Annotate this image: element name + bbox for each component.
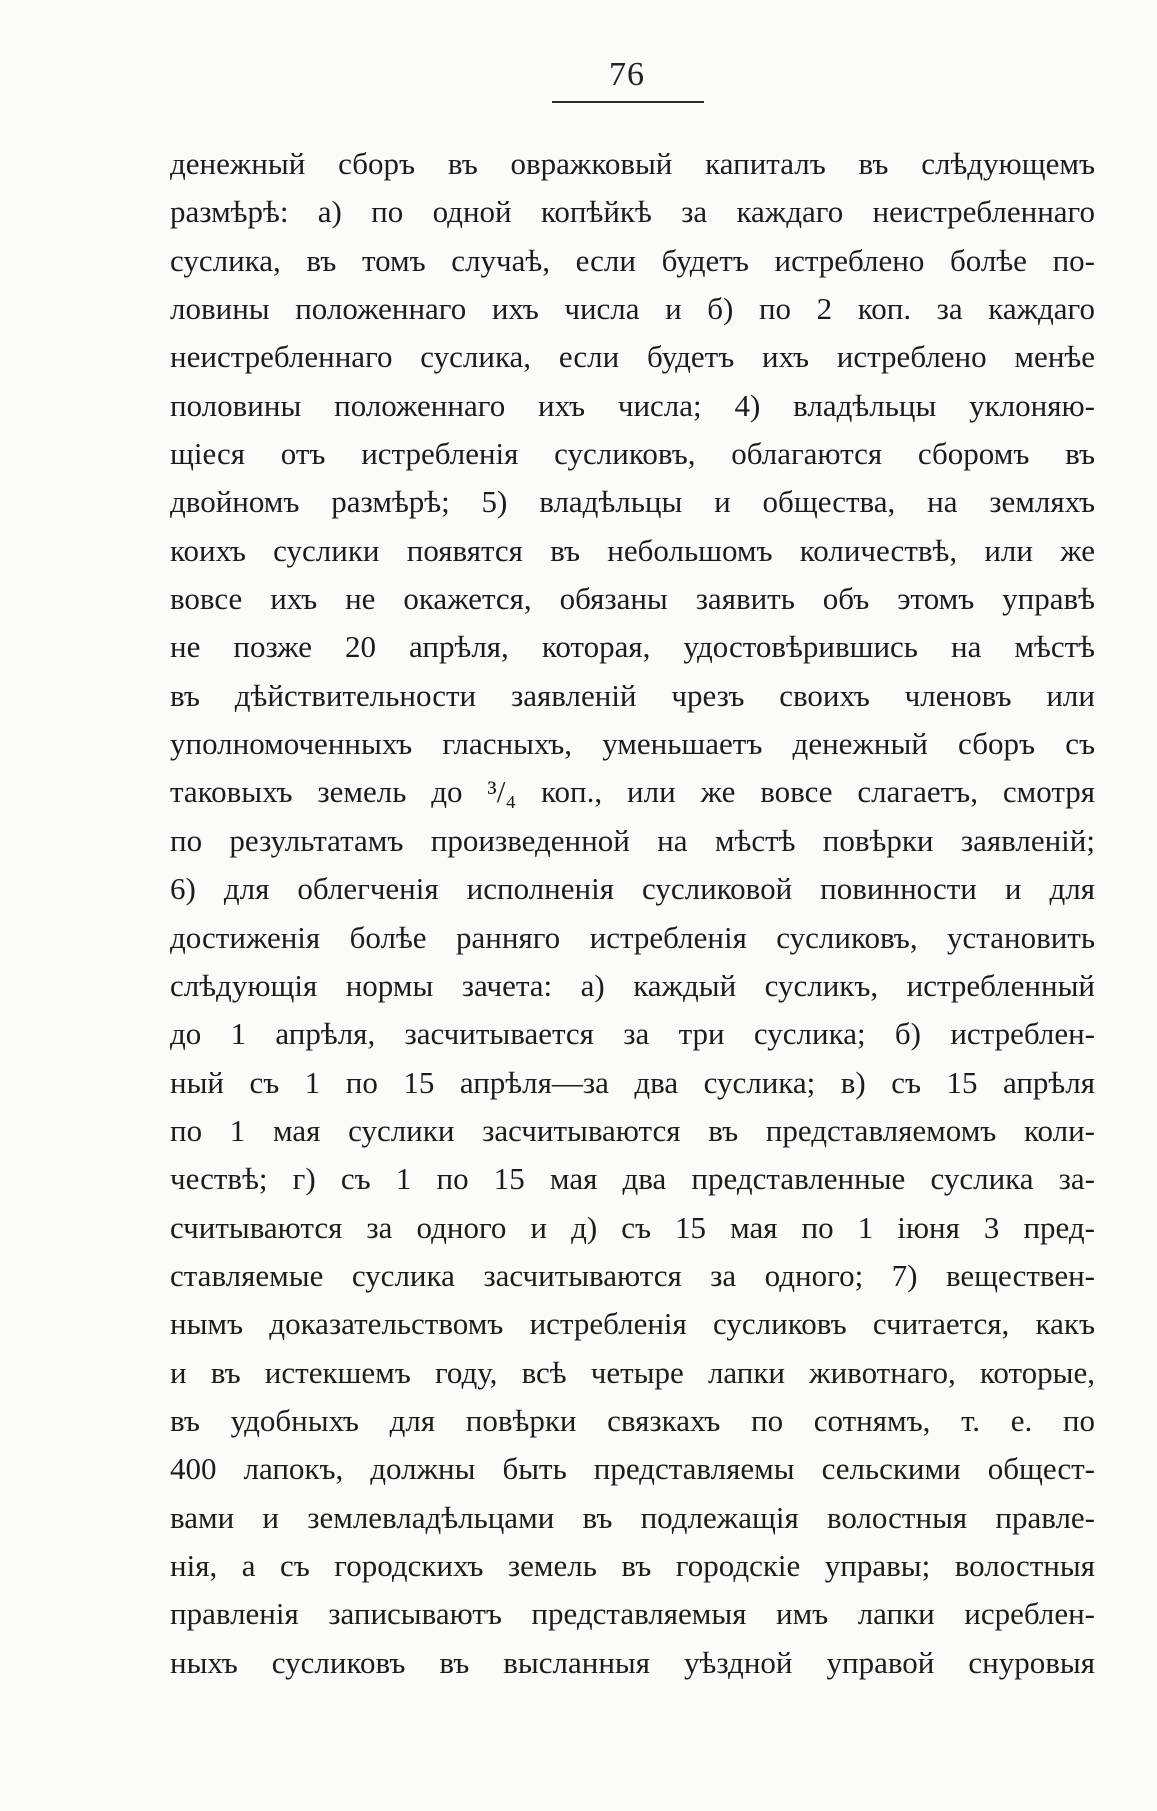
text-line: правленія записываютъ представляемыя имъ лапки исреблен-: [170, 1596, 1095, 1632]
text-line: достиженія болѣе ранняго истребленія сусликовъ, установить: [170, 919, 1095, 955]
text-line: таковыхъ земель до ³/₄ коп., или же вовсе слагаетъ, смотря: [170, 774, 1095, 810]
text-line: по 1 мая суслики засчитываются въ представляемомъ коли-: [170, 1112, 1095, 1148]
text-line: нія, а съ городскихъ земель въ городскіе управы; волостныя: [170, 1547, 1095, 1583]
text-line: коихъ суслики появятся въ небольшомъ количествѣ, или же: [170, 532, 1095, 568]
text-line: считываются за одного и д) съ 15 мая по 1 іюня 3 пред-: [170, 1209, 1095, 1245]
text-line: вовсе ихъ не окажется, обязаны заявить объ этомъ управѣ: [170, 581, 1095, 617]
page-number: 76: [609, 56, 645, 93]
text-line: неистребленнаго суслика, если будетъ ихъ истреблено менѣе: [170, 339, 1095, 375]
text-line: въ дѣйствительности заявленій чрезъ своихъ членовъ или: [170, 677, 1095, 713]
text-line: 6) для облегченія исполненія сусликовой повинности и для: [170, 871, 1095, 907]
text-line: ный съ 1 по 15 апрѣля—за два суслика; в) съ 15 апрѣля: [170, 1064, 1095, 1100]
text-line: 400 лапокъ, должны быть представляемы сельскими общест-: [170, 1451, 1095, 1487]
text-line: чествѣ; г) съ 1 по 15 мая два представленные суслика за-: [170, 1161, 1095, 1197]
text-line: по результатамъ произведенной на мѣстѣ повѣрки заявленій;: [170, 822, 1095, 858]
text-line: ловины положеннаго ихъ числа и б) по 2 коп. за каждаго: [170, 291, 1095, 327]
text-line: двойномъ размѣрѣ; 5) владѣльцы и общества, на земляхъ: [170, 484, 1095, 520]
text-line: размѣрѣ: а) по одной копѣйкѣ за каждаго неистребленнаго: [170, 194, 1095, 230]
text-line: ныхъ сусликовъ въ высланныя уѣздной управой снуровыя: [170, 1644, 1095, 1680]
text-line: уполномоченныхъ гласныхъ, уменьшаетъ денежный сборъ съ: [170, 726, 1095, 762]
text-line: нымъ доказательствомъ истребленія сусликовъ считается, какъ: [170, 1306, 1095, 1342]
body-text: [170, 140, 1095, 1687]
text-line: вами и землевладѣльцами въ подлежащія волостныя правле-: [170, 1499, 1095, 1535]
text-line: до 1 апрѣля, засчитывается за три суслика; б) истреблен-: [170, 1016, 1095, 1052]
text-line: не позже 20 апрѣля, которая, удостовѣрившись на мѣстѣ: [170, 629, 1095, 665]
text-line: въ удобныхъ для повѣрки связкахъ по сотнямъ, т. е. по: [170, 1402, 1095, 1438]
text-line: слѣдующія нормы зачета: а) каждый сусликъ, истребленный: [170, 967, 1095, 1003]
text-line: денежный сборъ въ овражковый капиталъ въ слѣдующемъ: [170, 146, 1095, 181]
text-line: и въ истекшемъ году, всѣ четыре лапки животнаго, которые,: [170, 1354, 1095, 1390]
text-line: ставляемые суслика засчитываются за одного; 7) веществен-: [170, 1257, 1095, 1293]
text-line: половины положеннаго ихъ числа; 4) владѣльцы уклоняю-: [170, 387, 1095, 423]
text-line: щіеся отъ истребленія сусликовъ, облагаются сборомъ въ: [170, 436, 1095, 472]
header-rule: [552, 101, 704, 103]
text-line: суслика, въ томъ случаѣ, если будетъ истреблено болѣе по-: [170, 242, 1095, 278]
